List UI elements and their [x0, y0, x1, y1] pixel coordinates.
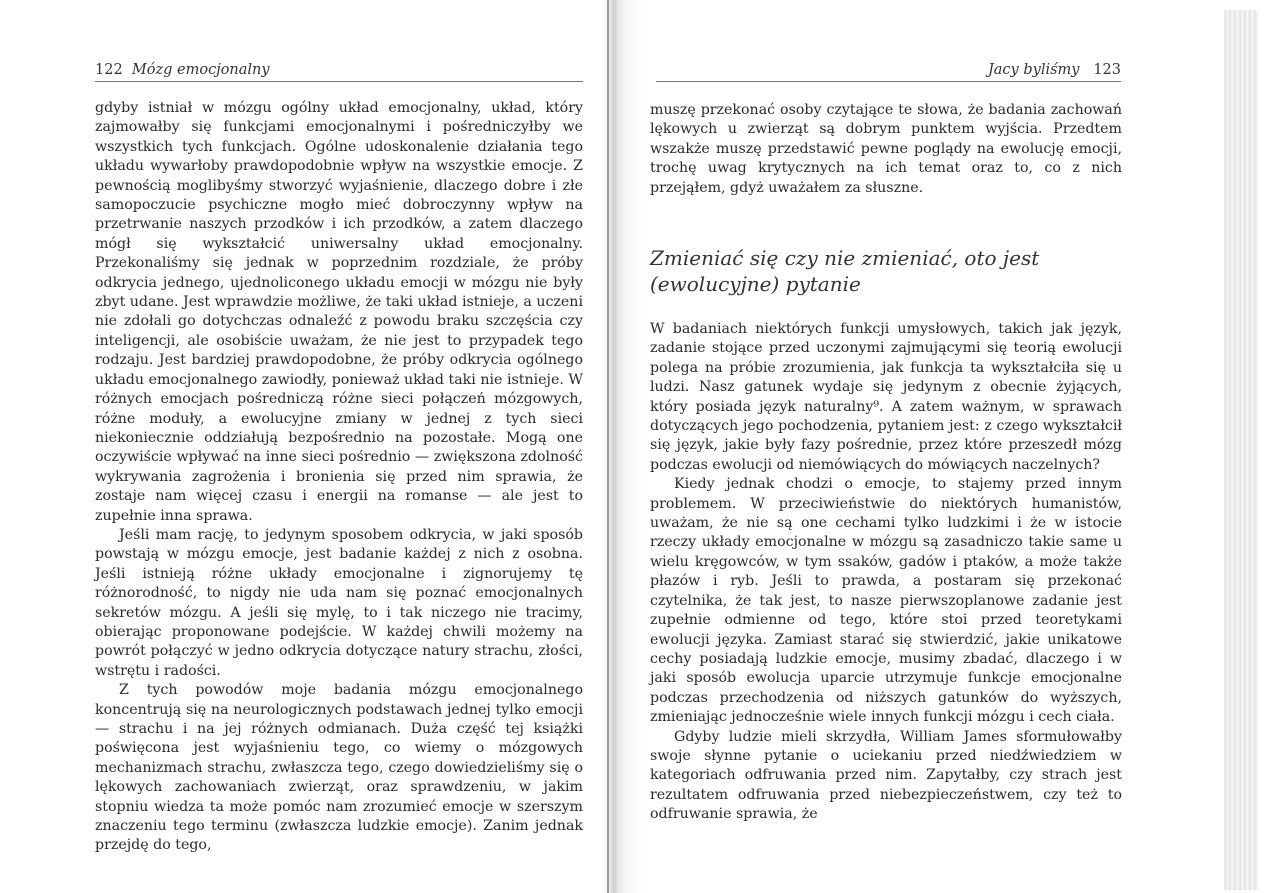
right-body-text — [650, 320, 1122, 825]
left-paragraph-3: Z tych powodów moje badania mózgu emocjonalnego koncentrują się na neurologicznych podstawach jednej tylko emocji — strachu i na jej różnych odmianach. Duża część tej książki poświęcona jest wyjaśnieniu tego, co wiemy o mózgowych mechanizmach strachu, zwłaszcza tego, czego dowiedzieliśmy się o lękowych zachowaniach zwierząt, oraz sprawdzeniu, w jakim stopniu wiedza ta może pomóc nam zrozumieć emocje w szerszym znaczeniu tego terminu (zwłaszcza ludzkie emocje). Zanim jednak przejdę do tego, — [95, 682, 583, 854]
left-page-number: 122 — [95, 62, 123, 78]
left-paragraph-1: gdyby istniał w mózgu ogólny układ emocjonalny, układ, który zajmowałby się funkcjami emocjonalnymi i pośredniczyłby we wszystkich tych funkcjach. Ogólne udoskonalenie działania tego układu wywarłoby prawdopodobnie wpływ na wszystkie emocje. Z pewnością moglibyśmy stworzyć wyjaśnienie, dlaczego dobre i złe samopoczucie psychiczne mogło mieć dobroczynny wpływ na przetrwanie naszych przodków i ich przodków, a zatem dlaczego mógł się wykształcić uniwersalny układ emocjonalny. Przekonaliśmy się jednak w poprzednim rozdziale, że próby odkrycia jednego, ujednoliconego układu emocji w mózgu nie były zbyt udane. Jest wprawdzie możliwe, że taki układ istnieje, a uczeni nie zdołali go dotychczas odnaleźć z powodu braku szczęścia czy inteligencji, ale osobiście uważam, że nie jest to przypadek tego rodzaju. Jest bardziej prawdopodobne, że próby odkrycia ogólnego układu emocjonalnego zawiodły, ponieważ układ taki nie istnieje. W różnych emocjach pośredniczą różne sieci połączeń mózgowych, różne moduły, a ewolucyjne zmiany w jednej z tych sieci niekoniecznie oddziałują bezpośrednio na pozostałe. Mogą one oczywiście wpływać na inne sieci pośrednio — zwiększona zdolność wykrywania zagrożenia i bronienia się przed nim sprawia, że zostaje nam więcej czasu i energii na romanse — ale jest to zupełnie inna sprawa. — [95, 100, 583, 524]
section-heading-line-2: (ewolucyjne) pytanie — [650, 272, 861, 296]
right-intro-paragraph: muszę przekonać osoby czytające te słowa, że badania zachowań lękowych u zwierząt są dobrym punktem wyjścia. Przedtem wszakże muszę przedstawić pewne poglądy na ewolucję emocji, trochę uwag krytycznych na ich temat oraz to, co z nich przejąłem, gdyż uważałem za słuszne. — [650, 102, 1122, 196]
right-paragraph-2: Kiedy jednak chodzi o emocje, to stajemy przed innym problemem. W przeciwieństwie do niektórych humanistów, uważam, że nie są one cechami tylko ludzkimi i że w istocie rzeczy układy emocjonalne w mózgu są zasadniczo takie same u wielu kręgowców, w tym ssaków, gadów i ptaków, a może także płazów i ryb. Jeśli to prawda, a postaram się przekonać czytelnika, że tak jest, to nasze pierwszoplanowe zadanie jest zupełnie odmienne od tego, które stoi przed teoretykami ewolucji języka. Zamiast starać się stwierdzić, jakie unikatowe cechy posiadają ludzkie emocje, musimy zbadać, dlaczego i w jaki sposób ewolucja uparcie utrzymuje funkcje emocjonalne podczas przechodzenia od niższych gatunków do wyższych, zmieniając jednocześnie wiele innych funkcji mózgu i cech ciała. — [650, 476, 1122, 726]
right-page — [612, 0, 1266, 893]
right-page-number: 123 — [1093, 62, 1121, 78]
section-heading-line-1: Zmieniać się czy nie zmieniać, oto jest — [650, 246, 1040, 270]
right-paragraph-3: Gdyby ludzie mieli skrzydła, William James sformułowałby swoje słynne pytanie o uciekaniu przed niedźwiedziem w kategoriach odfruwania przed nim. Zapytałby, czy strach jest rezultatem odfruwania przed niebezpieczeństwem, czy też to odfruwanie sprawia, że — [650, 728, 1122, 823]
left-page — [0, 0, 606, 893]
right-running-head — [656, 62, 1121, 82]
left-running-title: Mózg emocjonalny — [131, 62, 270, 78]
left-paragraph-2: Jeśli mam rację, to jedynym sposobem odkrycia, w jaki sposób powstają w mózgu emocje, jest badanie każdej z nich z osobna. Jeśli istnieją różne układy emocjonalne i zignorujemy tę różnorodność, to nigdy nie uda nam się poznać emocjonalnych sekretów mózgu. A jeśli się mylę, to i tak niczego nie tracimy, obierając proponowane podejście. W każdej chwili możemy na powrót połączyć w jedno odkrycia dotyczące natury strachu, złości, wstrętu i radości. — [95, 526, 583, 679]
right-running-title: Jacy byliśmy — [987, 62, 1080, 78]
section-heading — [650, 245, 1080, 297]
right-paragraph-1: W badaniach niektórych funkcji umysłowych, takich jak język, zadanie stojące przed uczonymi zajmującymi się teorią ewolucji polega na próbie zrozumienia, jak funkcja ta wykształciła się u ludzi. Nasz gatunek wydaje się jedynym z obecnie żyjących, który posiada język naturalny⁹. A zatem ważnym, w sprawach dotyczących jego pochodzenia, pytaniem jest: z czego wykształcił się język, jakie były fazy pośrednie, przez które przeszedł mózg podczas ewolucji od niemówiących do mówiących naczelnych? — [650, 321, 1122, 473]
right-intro-text — [650, 101, 1122, 198]
left-running-head — [95, 62, 583, 82]
left-body-text — [95, 99, 583, 856]
